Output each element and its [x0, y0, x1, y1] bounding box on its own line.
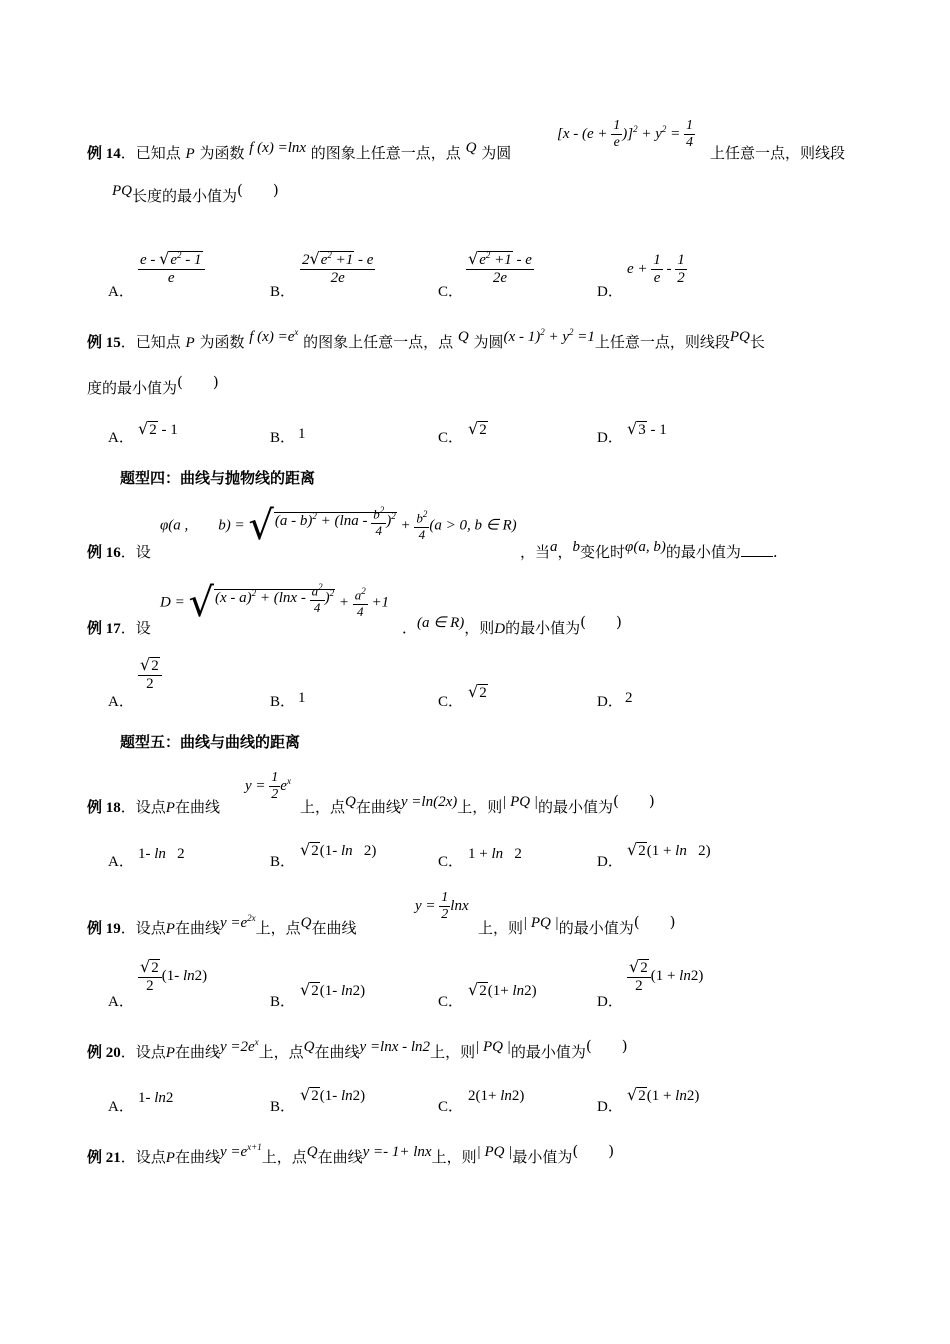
ex18-option-a-label: A．	[108, 854, 134, 870]
ex17-line-end: ．(a ∈ R)，则D的最小值为( )	[402, 613, 622, 637]
ex14-line1-end: 上任意一点，则线段	[710, 144, 846, 162]
ex14-option-b[interactable]: $\frac{2√e^2 +1 - e}{2e}$	[302, 249, 374, 287]
ex17-label-line: 例 17．设	[87, 619, 151, 637]
ex15-line2: 度的最小值为( )	[87, 373, 219, 397]
ex14-option-a[interactable]: $\frac{e - √e^2 - 1}{e}$	[138, 250, 205, 288]
ex20-option-a-label: A．	[108, 1099, 134, 1115]
ex17-d-definition: D = √(x - a)$^2$ + (lnx - $\frac{a^2}{4}$ )$^2$ + $\frac{a^2}{4}$ +1	[160, 580, 390, 626]
ex18-option-c-label: C．	[438, 854, 464, 870]
section-5-heading: 题型五：曲线与曲线的距离	[120, 733, 301, 751]
ex18-option-b-label: B．	[270, 854, 296, 870]
ex17-option-d-label: D．	[597, 694, 623, 710]
ex19-option-d[interactable]: $\frac{√2}{2}$ (1 + ln2)	[629, 957, 704, 995]
ex19-line1: 例 19．设点P在曲线$y =e^{2x}$上，点Q在曲线	[87, 913, 357, 937]
ex15-option-d[interactable]: √3 - 1	[627, 419, 667, 438]
ex14-option-d[interactable]: e + $\frac{1}{e}$ - $\frac{1}{2}$	[627, 252, 685, 287]
ex18-line1-end: 上，点Q在曲线y =ln(2x)上，则| PQ |的最小值为( )	[300, 792, 655, 816]
ex17-option-c-label: C．	[438, 694, 464, 710]
ex19-option-c-label: C．	[438, 994, 464, 1010]
ex15-option-c-label: C．	[438, 430, 464, 446]
ex14-label: 例 14	[87, 146, 121, 162]
ex19-curve-q: y = $\frac{1}{2}$ lnx	[415, 890, 469, 923]
ex15-option-a-label: A．	[108, 430, 134, 446]
ex15-option-c[interactable]: √2	[468, 419, 487, 438]
ex16-line-end: ，当a，b变化时φ(a, b)的最小值为 .	[520, 539, 778, 561]
ex17-option-c[interactable]: √2	[468, 682, 487, 701]
ex17-label: 例 17	[87, 621, 121, 637]
ex19-option-c[interactable]: √2(1+ ln2)	[468, 980, 537, 999]
ex16-label: 例 16	[87, 545, 121, 561]
ex20-option-a[interactable]: 1- ln2	[138, 1090, 174, 1106]
ex20-line1: 例 20．设点P在曲线$y =2e^x$上，点Q在曲线y =lnx - ln2上，则| PQ |的最小值为( )	[87, 1037, 628, 1061]
ex18-curve-p: y = $\frac{1}{2}$ $e^x$	[245, 770, 291, 803]
ex20-option-c-label: C．	[438, 1099, 464, 1115]
ex19-label: 例 19	[87, 921, 121, 937]
ex20-option-d[interactable]: √2(1 + ln2)	[627, 1085, 700, 1104]
ex21-label: 例 21	[87, 1150, 121, 1166]
ex19-option-a-label: A．	[108, 994, 134, 1010]
ex15-option-d-label: D．	[597, 430, 623, 446]
ex18-option-d-label: D．	[597, 854, 623, 870]
ex16-label-line: 例 16．设	[87, 543, 151, 561]
ex20-option-b-label: B．	[270, 1099, 296, 1115]
ex19-option-a[interactable]: $\frac{√2}{2}$ (1- ln2)	[140, 957, 208, 995]
ex14-line2: PQ长度的最小值为( )	[112, 181, 279, 205]
ex18-option-c[interactable]: 1 + ln 2	[468, 846, 522, 862]
ex14-option-a-label: A．	[108, 284, 134, 300]
ex16-phi-definition: φ(a , b) = √(a - b)$^2$ + (lna - $\frac{b^2}{4}$ )$^2$ + $\frac{b^2}{4}$ (a > 0, b ∈ R)	[160, 503, 517, 549]
ex19-line1-end: 上，则| PQ |的最小值为( )	[478, 913, 676, 937]
ex18-line1: 例 18．设点P在曲线	[87, 798, 220, 816]
ex15-line1: 例 15．已知点 P 为函数 f $(x) =e^x$ 的图象上任意一点，点 Q 为圆$(x - 1)^2 + y^2 =1$上任意一点，则线段PQ长	[87, 327, 765, 351]
ex15-function: f $(x) =e^x$	[249, 327, 299, 345]
ex14-option-c[interactable]: $\frac{√e^2 +1 - e}{2e}$	[468, 249, 532, 287]
ex15-option-a[interactable]: √2 - 1	[138, 419, 178, 438]
ex14-option-b-label: B．	[270, 284, 296, 300]
ex19-option-b-label: B．	[270, 994, 296, 1010]
ex20-option-c[interactable]: 2(1+ ln2)	[468, 1088, 525, 1104]
ex14-option-d-label: D．	[597, 284, 623, 300]
ex21-line1: 例 21．设点P在曲线$y =e^{x+1}$上，点Q在曲线y =- 1+ lnx上，则| PQ |最小值为( )	[87, 1142, 615, 1166]
ex18-option-a[interactable]: 1- ln 2	[138, 846, 185, 862]
ex14-line1: 例 14．已知点 P 为函数 f (x) =lnx 的图象上任意一点，点 Q 为圆	[87, 140, 512, 162]
ex18-label: 例 18	[87, 800, 121, 816]
ex14-function: f (x) =lnx	[249, 140, 307, 156]
ex14-circle-equation: [x - (e + $\frac{1}{e}$ )]$^2 + y^2$ = $\frac{1}{4}$	[557, 118, 694, 151]
ex17-option-a[interactable]: $\frac{√2}{2}$	[138, 656, 162, 694]
ex15-option-b-label: B．	[270, 430, 296, 446]
ex20-label: 例 20	[87, 1045, 121, 1061]
ex20-option-d-label: D．	[597, 1099, 623, 1115]
ex20-option-b[interactable]: √2(1- ln2)	[300, 1085, 366, 1104]
ex17-option-b[interactable]: 1	[298, 690, 306, 706]
ex15-circle-equation: $(x - 1)^2 + y^2 =1$	[503, 327, 595, 345]
ex15-option-b[interactable]: 1	[298, 426, 306, 442]
section-4-heading: 题型四：曲线与抛物线的距离	[120, 469, 316, 487]
ex19-option-b[interactable]: √2(1- ln2)	[300, 980, 366, 999]
ex19-option-d-label: D．	[597, 994, 623, 1010]
ex17-option-b-label: B．	[270, 694, 296, 710]
ex14-option-c-label: C．	[438, 284, 464, 300]
ex17-option-a-label: A．	[108, 694, 134, 710]
answer-blank[interactable]	[741, 544, 773, 557]
ex15-label: 例 15	[87, 335, 121, 351]
ex18-option-d[interactable]: √2(1 + ln 2)	[627, 840, 711, 859]
ex17-option-d[interactable]: 2	[625, 690, 633, 706]
ex18-option-b[interactable]: √2(1- ln 2)	[300, 840, 377, 859]
